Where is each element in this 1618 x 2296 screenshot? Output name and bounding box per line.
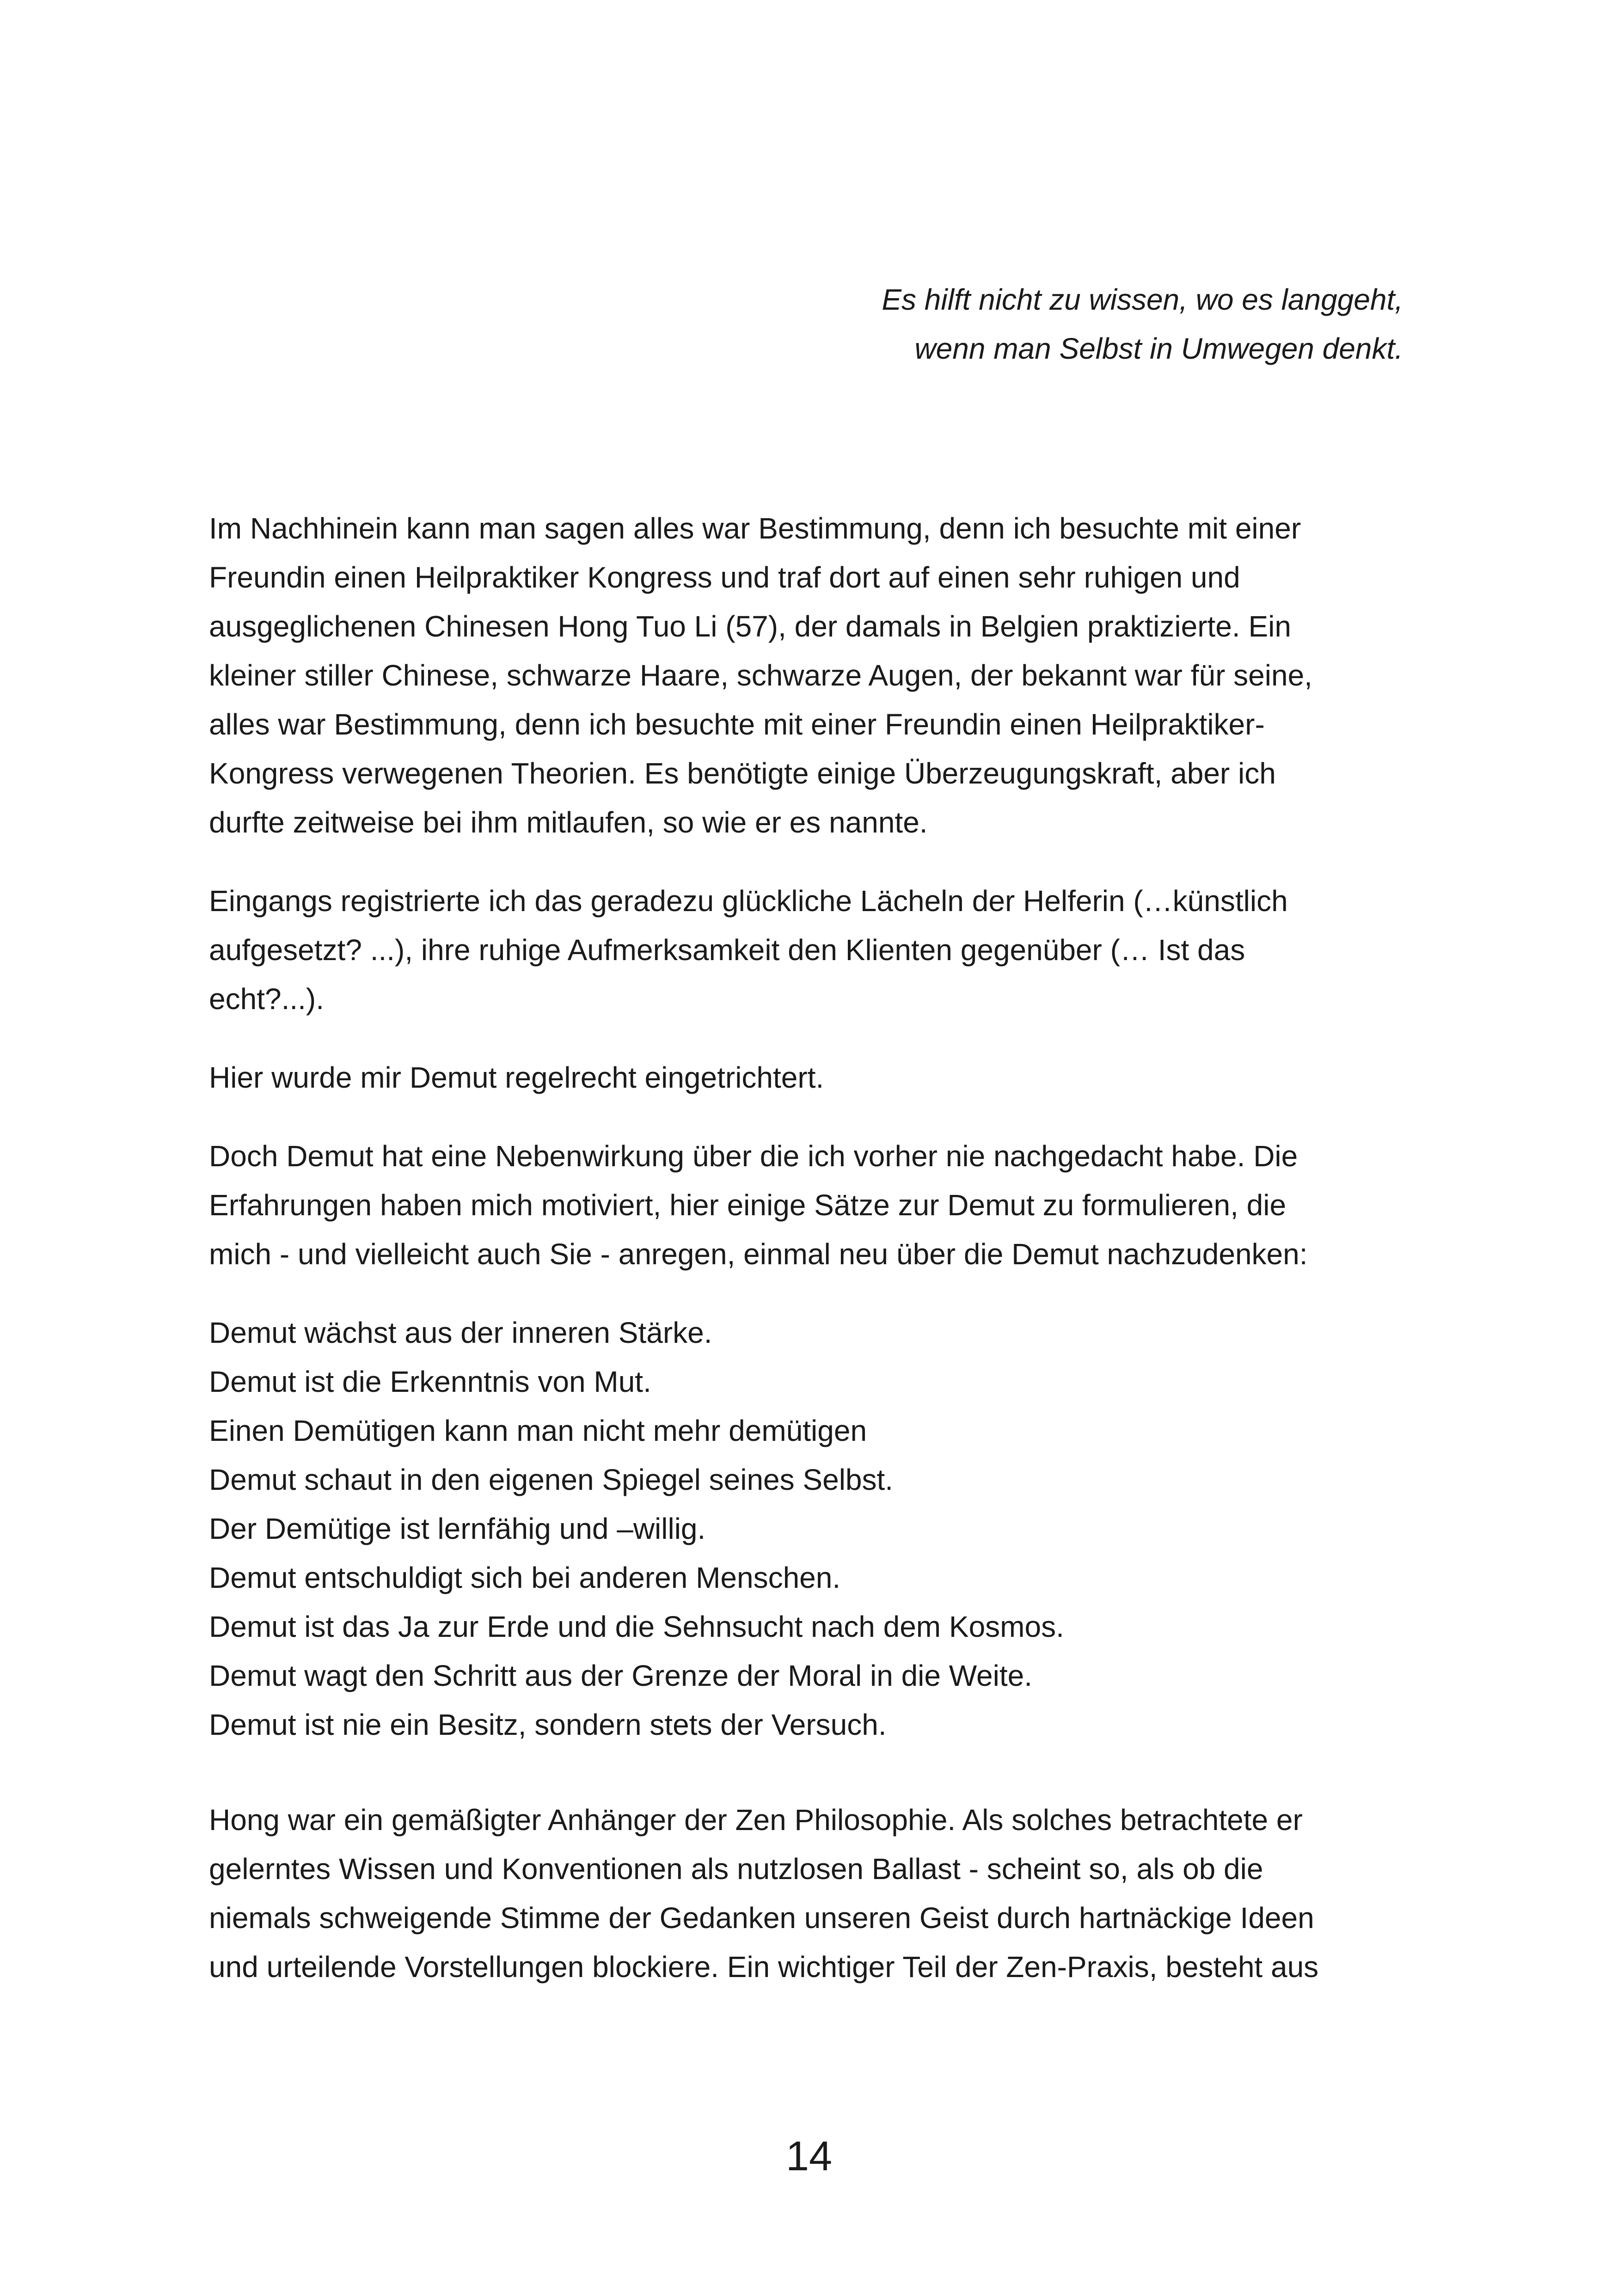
list-item: Demut wächst aus der inneren Stärke. bbox=[209, 1316, 712, 1349]
text-line: durfte zeitweise bei ihm mitlaufen, so wie er es nannte. bbox=[209, 806, 928, 839]
list-item: Demut wagt den Schritt aus der Grenze der Moral in die Weite. bbox=[209, 1659, 1032, 1692]
list-item: Demut entschuldigt sich bei anderen Menschen. bbox=[209, 1561, 841, 1594]
demut-sentences-list bbox=[209, 1308, 1420, 1749]
text-line: mich - und vielleicht auch Sie - anregen, einmal neu über die Demut nachzudenken: bbox=[209, 1237, 1308, 1271]
text-line: Erfahrungen haben mich motiviert, hier einige Sätze zur Demut zu formulieren, die bbox=[209, 1188, 1287, 1222]
text-line: aufgesetzt? ...), ihre ruhige Aufmerksamkeit den Klienten gegenüber (… Ist das bbox=[209, 933, 1245, 967]
text-line: Kongress verwegenen Theorien. Es benötigte einige Überzeugungskraft, aber ich bbox=[209, 757, 1276, 790]
text-line: alles war Bestimmung, denn ich besuchte mit einer Freundin einen Heilpraktiker- bbox=[209, 708, 1265, 741]
text-line: Doch Demut hat eine Nebenwirkung über die ich vorher nie nachgedacht habe. Die bbox=[209, 1139, 1298, 1173]
epigraph bbox=[663, 275, 1403, 373]
list-item: Demut schaut in den eigenen Spiegel seines Selbst. bbox=[209, 1463, 894, 1496]
list-item: Demut ist nie ein Besitz, sondern stets der Versuch. bbox=[209, 1708, 887, 1741]
text-line: Hier wurde mir Demut regelrecht eingetrichtert. bbox=[209, 1061, 824, 1094]
text-line: kleiner stiller Chinese, schwarze Haare, schwarze Augen, der bekannt war für seine, bbox=[209, 659, 1312, 692]
text-line: Eingangs registrierte ich das geradezu glückliche Lächeln der Helferin (…künstlich bbox=[209, 884, 1288, 918]
text-line: Hong war ein gemäßigter Anhänger der Zen Philosophie. Als solches betrachtete er bbox=[209, 1803, 1303, 1837]
list-item: Einen Demütigen kann man nicht mehr demütigen bbox=[209, 1414, 867, 1447]
paragraph-intro bbox=[209, 504, 1420, 847]
paragraph-zen bbox=[209, 1795, 1420, 1991]
page-number: 14 bbox=[785, 2133, 833, 2180]
paragraph-nebenwirkung bbox=[209, 1132, 1420, 1279]
list-item: Der Demütige ist lernfähig und –willig. bbox=[209, 1512, 706, 1545]
text-line: und urteilende Vorstellungen blockiere. Ein wichtiger Teil der Zen-Praxis, besteht aus bbox=[209, 1950, 1319, 1984]
paragraph-helper bbox=[209, 876, 1420, 1023]
list-item: Demut ist das Ja zur Erde und die Sehnsucht nach dem Kosmos. bbox=[209, 1610, 1064, 1643]
text-line: ausgeglichenen Chinesen Hong Tuo Li (57), der damals in Belgien praktizierte. Ein bbox=[209, 610, 1291, 643]
text-line: Im Nachhinein kann man sagen alles war Bestimmung, denn ich besuchte mit einer bbox=[209, 512, 1301, 545]
text-line: gelerntes Wissen und Konventionen als nutzlosen Ballast - scheint so, als ob die bbox=[209, 1852, 1263, 1886]
text-line: niemals schweigende Stimme der Gedanken unseren Geist durch hartnäckige Ideen bbox=[209, 1901, 1314, 1935]
text-line: echt?...). bbox=[209, 982, 324, 1016]
list-item: Demut ist die Erkenntnis von Mut. bbox=[209, 1365, 651, 1398]
epigraph-line: Es hilft nicht zu wissen, wo es langgeht, bbox=[882, 283, 1403, 316]
epigraph-line: wenn man Selbst in Umwegen denkt. bbox=[914, 332, 1403, 365]
text-line: Freundin einen Heilpraktiker Kongress und traf dort auf einen sehr ruhigen und bbox=[209, 561, 1240, 594]
body-text bbox=[209, 504, 1420, 1991]
paragraph-demut-intro bbox=[209, 1053, 1420, 1102]
